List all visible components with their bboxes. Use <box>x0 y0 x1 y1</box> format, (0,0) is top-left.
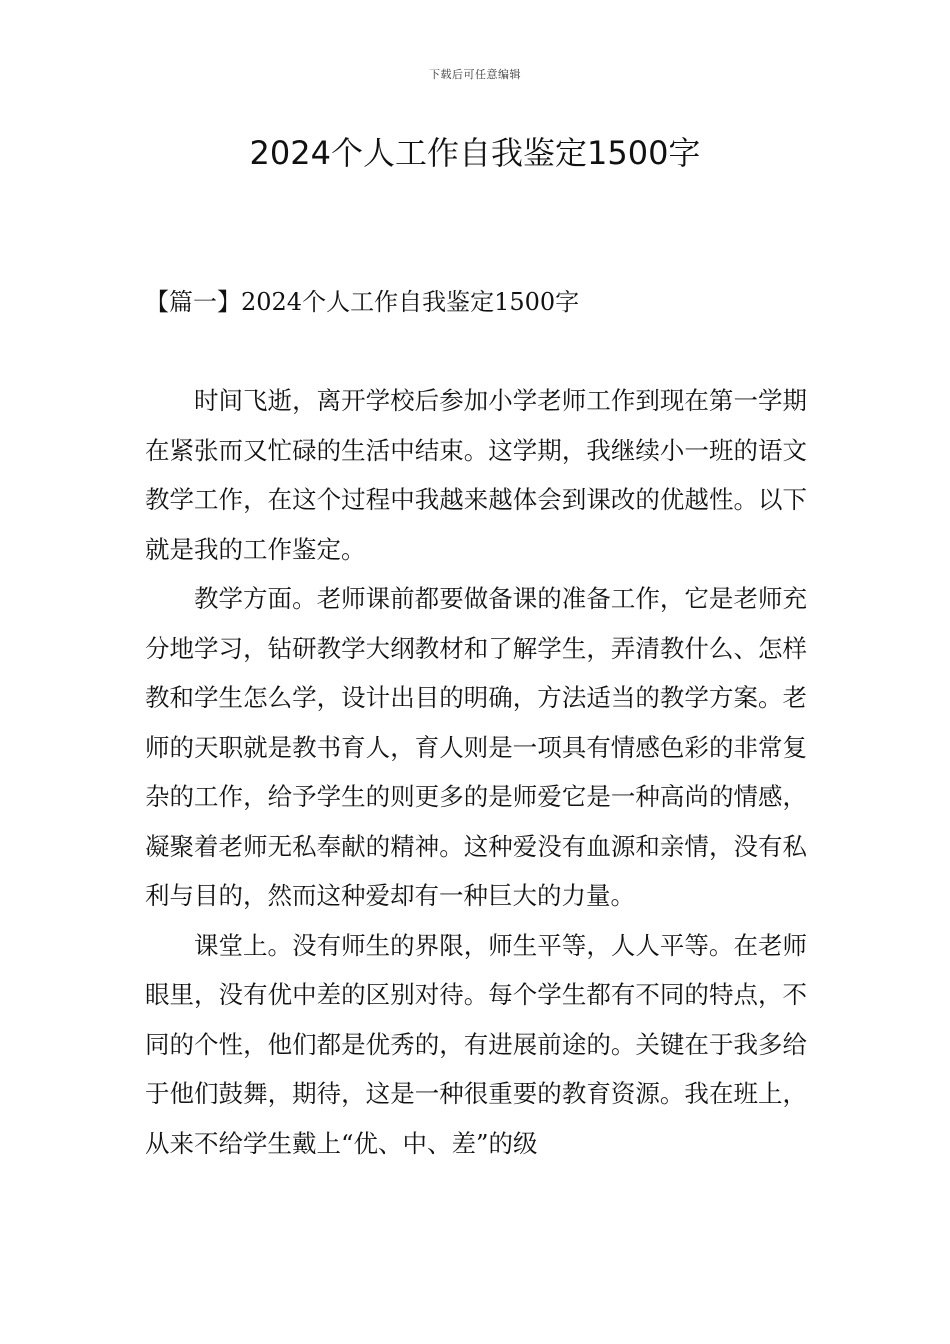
paragraph: 时间飞逝，离开学校后参加小学老师工作到现在第一学期在紧张而又忙碌的生活中结束。这学期，我继续小一班的语文教学工作，在这个过程中我越来越体会到课改的优越性。以下就是我的工作鉴定。 <box>145 386 807 564</box>
paragraph: 教学方面。老师课前都要做备课的准备工作，它是老师充分地学习，钻研教学大纲教材和了解学生，弄清教什么、怎样教和学生怎么学，设计出目的明确，方法适当的教学方案。老师的天职就是教书育人，育人则是一项具有情感色彩的非常复杂的工作，给予学生的则更多的是师爱它是一种高尚的情感，凝聚着老师无私奉献的精神。这种爱没有血源和亲情，没有私利与目的，然而这种爱却有一种巨大的力量。 <box>145 584 807 910</box>
document-body <box>145 376 807 1168</box>
section-heading: 【篇一】2024个人工作自我鉴定1500字 <box>145 288 580 316</box>
paragraph: 课堂上。没有师生的界限，师生平等，人人平等。在老师眼里，没有优中差的区别对待。每个学生都有不同的特点，不同的个性，他们都是优秀的，有进展前途的。关键在于我多给于他们鼓舞，期待，这是一种很重要的教育资源。我在班上，从来不给学生戴上“优、中、差”的级 <box>145 930 807 1158</box>
header-note: 下载后可任意编辑 <box>429 68 521 81</box>
document-title: 2024个人工作自我鉴定1500字 <box>249 134 701 172</box>
